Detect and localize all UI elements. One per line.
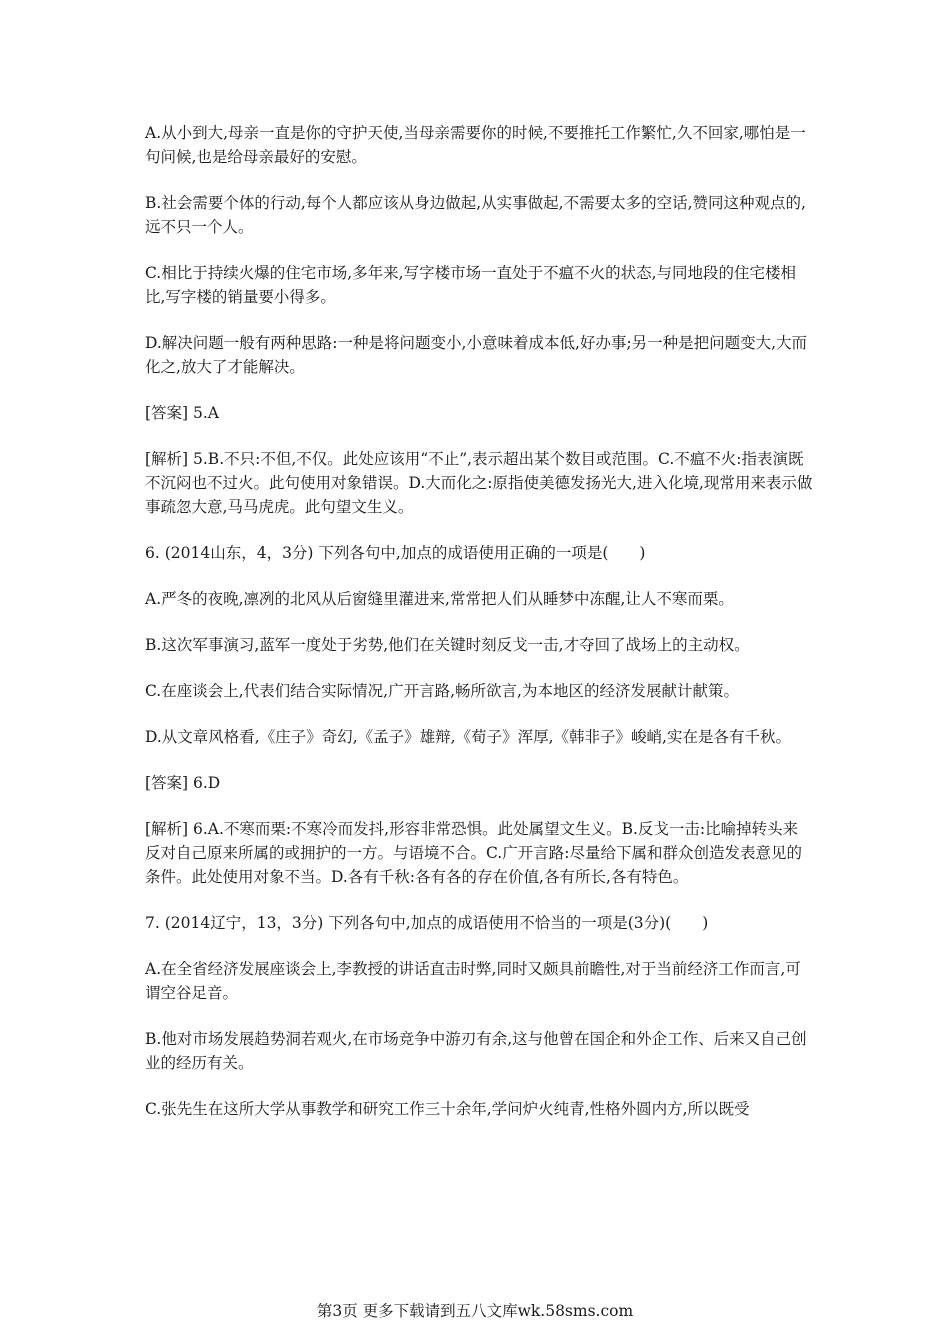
page-footer: 第3页 更多下载请到五八文库wk.58sms.com	[316, 1302, 634, 1320]
answer-q5: [答案] 5.A	[145, 404, 220, 422]
option-d-q6: D.从文章风格看,《庄子》奇幻,《孟子》雄辩,《荀子》浑厚,《韩非子》峻峭,实在是各有千秋。	[145, 728, 791, 746]
option-b-q5: B.社会需要个体的行动,每个人都应该从身边做起,从实事做起,不需要太多的空话,赞同这种观点的,远不只一个人。	[145, 194, 806, 236]
question-7: 7. (2014辽宁，13，3分) 下列各句中,加点的成语使用不恰当的一项是(3分)( )	[145, 914, 709, 932]
option-a-q5: A.从小到大,母亲一直是你的守护天使,当母亲需要你的时候,不要推托工作繁忙,久不回家,哪怕是一句问候,也是给母亲最好的安慰。	[145, 124, 806, 166]
option-c-q7: C.张先生在这所大学从事教学和研究工作三十余年,学问炉火纯青,性格外圆内方,所以既受	[145, 1100, 750, 1118]
option-a-q6: A.严冬的夜晚,凛冽的北风从后窗缝里灌进来,常常把人们从睡梦中冻醒,让人不寒而栗。	[145, 590, 734, 608]
answer-q6: [答案] 6.D	[145, 774, 221, 792]
option-d-q5: D.解决问题一般有两种思路:一种是将问题变小,小意味着成本低,好办事;另一种是把问题变大,大而化之,放大了才能解决。	[145, 334, 808, 376]
document-body	[145, 121, 813, 1143]
option-c-q6: C.在座谈会上,代表们结合实际情况,广开言路,畅所欲言,为本地区的经济发展献计献策。	[145, 682, 739, 700]
option-c-q5: C.相比于持续火爆的住宅市场,多年来,写字楼市场一直处于不瘟不火的状态,与同地段的住宅楼相比,写字楼的销量要小得多。	[145, 264, 797, 306]
option-b-q7: B.他对市场发展趋势洞若观火,在市场竞争中游刃有余,这与他曾在国企和外企工作、后来又自己创业的经历有关。	[145, 1030, 807, 1072]
option-a-q7: A.在全省经济发展座谈会上,李教授的讲话直击时弊,同时又颇具前瞻性,对于当前经济工作而言,可谓空谷足音。	[145, 960, 801, 1002]
question-6: 6. (2014山东，4，3分) 下列各句中,加点的成语使用正确的一项是( )	[145, 544, 646, 562]
analysis-q5: [解析] 5.B.不只:不但,不仅。此处应该用“不止”,表示超出某个数目或范围。C.不瘟不火:指表演既不沉闷也不过火。此句使用对象错误。D.大而化之:原指使美德发扬光大,进入化境,现常用来表示做事疏忽大意,马马虎虎。此句望文生义。	[145, 450, 813, 516]
option-b-q6: B.这次军事演习,蓝军一度处于劣势,他们在关键时刻反戈一击,才夺回了战场上的主动权。	[145, 636, 750, 654]
analysis-q6: [解析] 6.A.不寒而栗:不寒冷而发抖,形容非常恐惧。此处属望文生义。B.反戈一击:比喻掉转头来反对自己原来所属的或拥护的一方。与语境不合。C.广开言路:尽量给下属和群众创造发表意见的条件。此处使用对象不当。D.各有千秋:各有各的存在价值,各有所长,各有特色。	[145, 820, 802, 886]
